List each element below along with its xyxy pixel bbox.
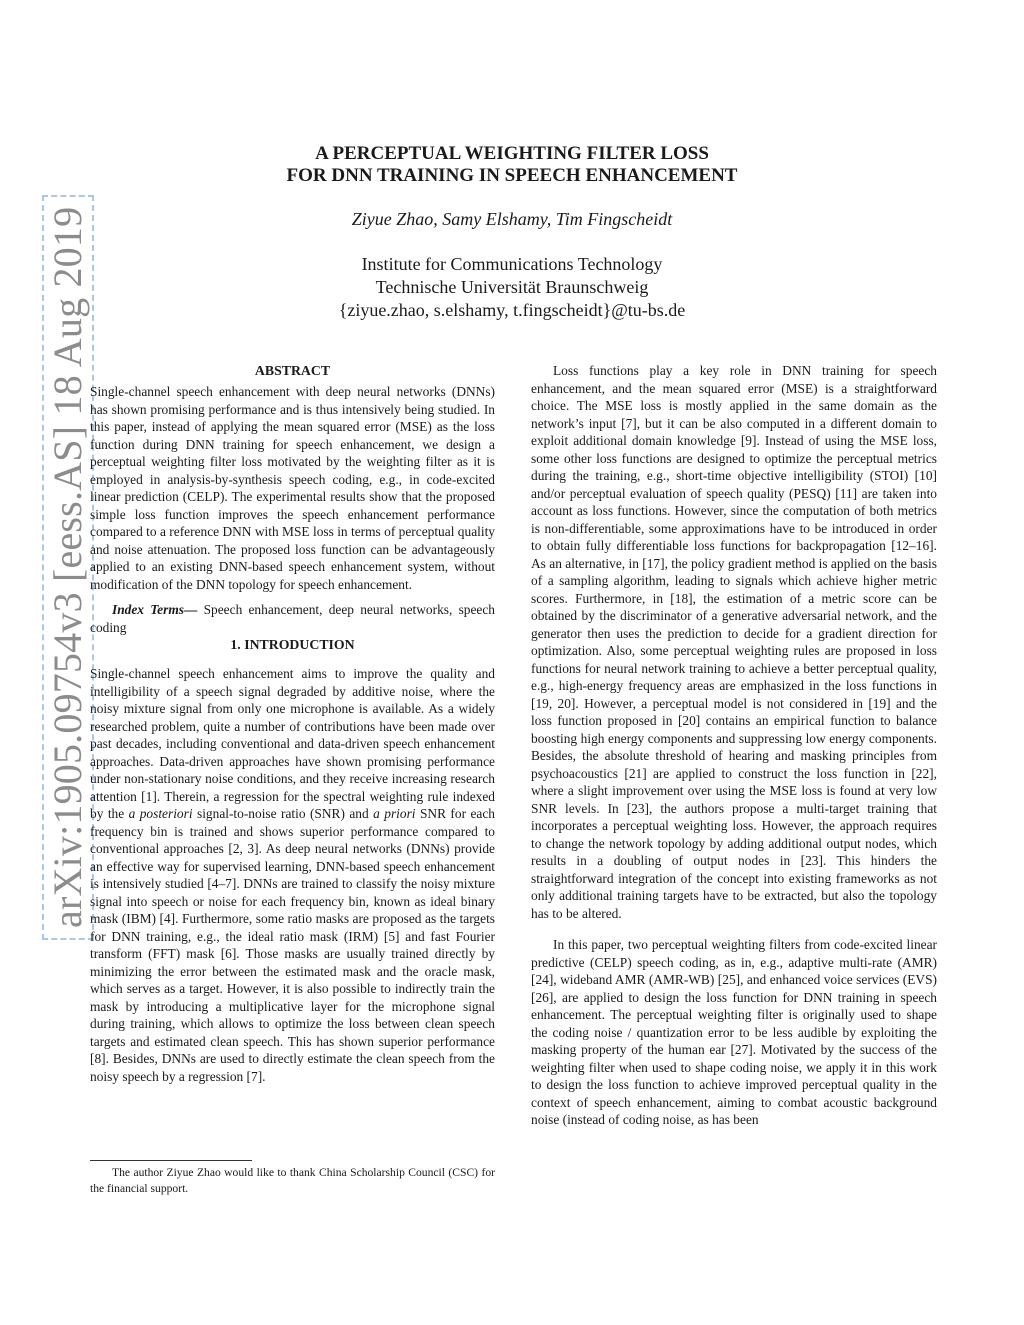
footnote-text: The author Ziyue Zhao would like to thank China Scholarship Council (CSC) for the financial support. bbox=[90, 1166, 495, 1195]
left-column bbox=[90, 362, 495, 1085]
intro-paragraph-2: Loss functions play a key role in DNN training for speech enhancement, and the mean squared error (MSE) is a straightforward choice. The MSE loss is mostly applied in the same domain as the network’s input [7], but it can be also computed in a different domain to exploit additional domain knowledge [9]. Instead of using the MSE loss, some other loss functions are designed to optimize the perceptual metrics during the training, e.g., short-time objective intelligibility (STOI) [10] and/or perceptual evaluation of speech quality (PESQ) [11] are taken into account as loss functions. However, since the computation of both metrics is non-differentiable, some approximations have to be introduced in order to obtain fully differentiable loss functions for backpropagation [12–16]. As an alternative, in [17], the policy gradient method is applied on the basis of a sampling algorithm, leading to signals which achieve higher metric scores. Furthermore, in [18], the estimation of a metric score can be obtained by the discriminator of a generative adversarial network, and the generator then uses the prediction to decide for a gradient direction for optimization. Also, some perceptual weighting rules are proposed in loss functions for neural network training to achieve a better perceptual quality, e.g., high-energy frequency areas are emphasized in the loss functions in [19, 20]. However, a perceptual model is not considered in [19] and the loss function proposed in [20] contains an empirical function to balance boosting high energy components and suppressing low energy components. Besides, the absolute threshold of hearing and masking principles from psychoacoustics [21] are applied to construct the loss function in [22], where a slight improvement over using the MSE loss is found at very low SNR levels. In [23], the authors propose a multi-target training that incorporates a perceptual weighting loss. However, the approach requires to change the network topology by adding additional output nodes, which results in a doubling of output nodes in [23]. This hinders the straightforward integration of the concept into existing frameworks as not only additional training targets have to be extracted, but also the topology has to be altered. bbox=[531, 363, 937, 921]
author-list: Ziyue Zhao, Samy Elshamy, Tim Fingscheidt bbox=[351, 209, 673, 229]
title-line-1: A PERCEPTUAL WEIGHTING FILTER LOSS bbox=[315, 143, 709, 164]
abstract-text: Single-channel speech enhancement with deep neural networks (DNNs) has shown promising performance and is thus intensively being studied. In this paper, instead of applying the mean squared error (MSE) as the loss function during DNN training for speech enhancement, we design a perceptual weighting filter loss motivated by the weighting filter as it is employed in analysis-by-synthesis speech coding, e.g., in code-excited linear prediction (CELP). The experimental results show that the proposed simple loss function improves the speech enhancement performance compared to a reference DNN with MSE loss in terms of perceptual quality and noise attenuation. The proposed loss function can be advantageously applied to an existing DNN-based speech enhancement system, without modification of the DNN topology for speech enhancement. bbox=[90, 384, 495, 592]
author-emails: {ziyue.zhao, s.elshamy, t.fingscheidt}@tu-bs.de bbox=[338, 300, 686, 320]
intro-p1-part-c: SNR for each frequency bin is trained and shows superior performance compared to conventional approaches [2, 3]. As deep neural networks (DNNs) provide an effective way for supervised learning, DNN-based speech enhancement is intensively studied [4–7]. DNNs are trained to classify the noisy mixture signal into speech or noise for each frequency bin, known as ideal binary mask (IBM) [4]. Furthermore, some ratio masks are proposed as the targets for DNN training, e.g., the ideal ratio mask (IRM) [5] and fast Fourier transform (FFT) mask [6]. Those masks are usually trained directly by minimizing the error between the estimated mask and the oracle mask, which serves as a target. However, it is also possible to indirectly train the mask by introducing a multiplicative layer for the microphone signal during training, which allows to optimize the loss between clean speech targets and estimated clean speech. This has shown superior performance [8]. Besides, DNNs are used to directly estimate the clean speech from the noisy speech by a regression [7]. bbox=[90, 806, 496, 1084]
index-terms-text: Speech enhancement, deep neural networks, speech coding bbox=[90, 602, 496, 635]
footnote bbox=[90, 1160, 495, 1197]
affiliation-institute: Institute for Communications Technology bbox=[361, 254, 663, 274]
intro-p1-emphasis-a-priori: a priori bbox=[373, 806, 416, 821]
footnote-rule bbox=[90, 1160, 252, 1161]
paper-title bbox=[200, 143, 824, 187]
abstract-heading: ABSTRACT bbox=[254, 363, 331, 378]
index-terms-label: Index Terms— bbox=[112, 602, 198, 617]
intro-paragraph-3: In this paper, two perceptual weighting filters from code-excited linear predictive (CELP) speech coding, as in, e.g., adaptive multi-rate (AMR) [24], wideband AMR (AMR-WB) [25], and enhanced voice services (EVS) [26], are applied to design the loss function for DNN training in speech enhancement. The perceptual weighting filter is originally used to shape the coding noise / quantization error to be less audible by exploiting the masking property of the human ear [27]. Motivated by the success of the weighting filter when used to shape coding noise, we apply it in this work to design the loss function to achieve improved perceptual quality in the context of speech enhancement, aiming to combat acoustic background noise (instead of coding noise, as has been bbox=[531, 937, 937, 1127]
affiliation-university: Technische Universität Braunschweig bbox=[375, 277, 649, 297]
intro-p1-emphasis-a-posteriori: a posteriori bbox=[128, 806, 193, 821]
affiliation-block bbox=[200, 253, 824, 322]
intro-p1-part-a: Single-channel speech enhancement aims to improve the quality and intelligibility of a speech signal degraded by additive noise, where the noisy mixture signal from only one microphone is available. As a widely researched problem, quite a number of contributions have been made over past decades, including conventional and data-driven speech enhancement approaches. Data-driven approaches have shown promising performance under non-stationary noise conditions, and they receive increasing research attention [1]. Therein, a regression for the spectral weighting rule indexed by the bbox=[90, 666, 495, 821]
introduction-heading: 1. INTRODUCTION bbox=[230, 637, 355, 652]
title-line-2: FOR DNN TRAINING IN SPEECH ENHANCEMENT bbox=[286, 165, 738, 186]
intro-p1-part-b: signal-to-noise ratio (SNR) and bbox=[192, 806, 374, 821]
index-terms bbox=[90, 601, 495, 636]
intro-paragraph-1 bbox=[90, 665, 495, 1085]
right-column bbox=[531, 362, 937, 1129]
arxiv-identifier-stamp: arXiv:1905.09754v3 [eess.AS] 18 Aug 2019 bbox=[42, 195, 94, 940]
